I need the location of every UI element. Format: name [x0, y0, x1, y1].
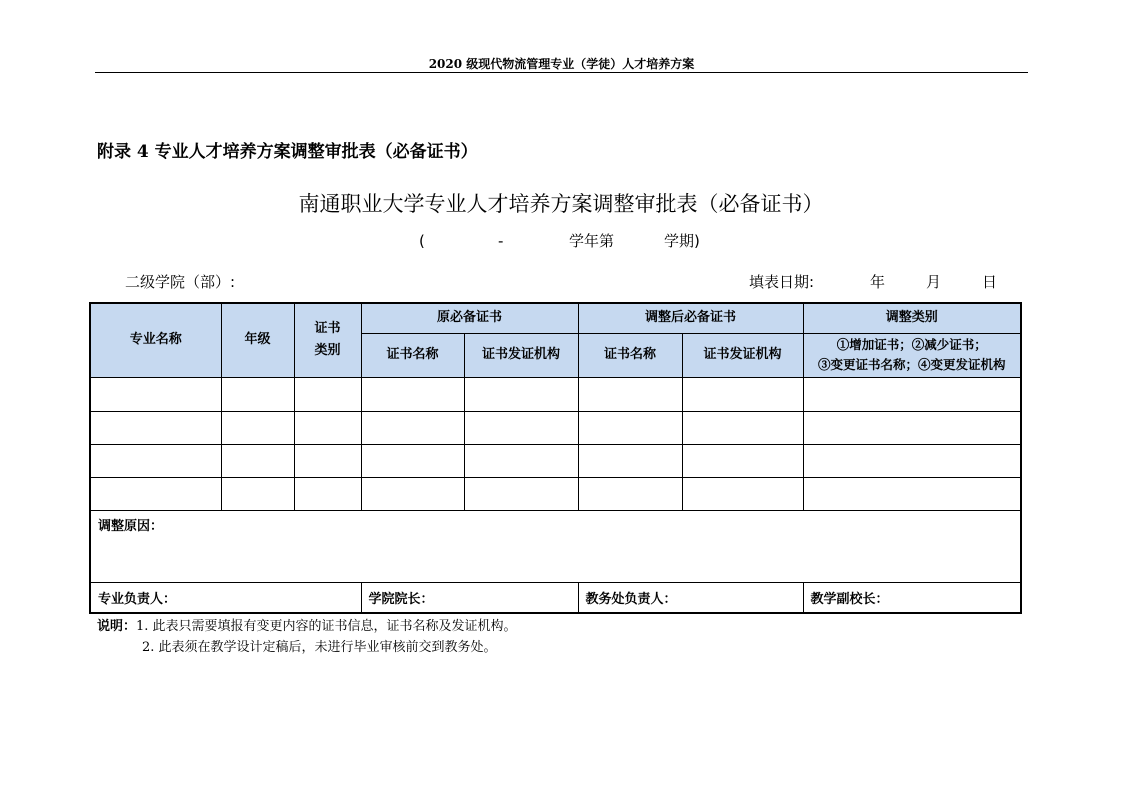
document-header-title: 2020 级现代物流管理专业（学徒）人才培养方案: [428, 57, 695, 71]
note-line-1: [97, 616, 517, 637]
table-cell[interactable]: [578, 477, 682, 510]
sign-academic-label: 教务处负责人：: [585, 591, 677, 607]
table-row: [90, 444, 1021, 477]
table-cell[interactable]: [221, 377, 294, 411]
adjust-reason-label: 调整原因：: [98, 518, 164, 534]
table-cell[interactable]: [464, 411, 578, 444]
table-cell[interactable]: [90, 377, 221, 411]
table-cell[interactable]: [221, 477, 294, 510]
date-day: 日: [982, 273, 998, 291]
sign-dean-label: 学院院长：: [368, 591, 434, 607]
sign-major-label: 专业负责人：: [98, 591, 177, 607]
table-row: [90, 377, 1021, 411]
table-cell[interactable]: [682, 377, 803, 411]
sign-vp-label: 教学副校长：: [810, 591, 889, 607]
term-year-label: 学年第: [569, 232, 615, 250]
table-cell[interactable]: [294, 477, 361, 510]
note-line-2: [97, 637, 517, 658]
table-cell[interactable]: [578, 411, 682, 444]
table-cell[interactable]: [578, 377, 682, 411]
table-cell[interactable]: [221, 411, 294, 444]
term-dash: -: [498, 232, 504, 250]
cert-type-label: 证书 类别: [314, 321, 341, 359]
table-cell[interactable]: [361, 444, 464, 477]
notes-label: 说明：: [97, 619, 137, 634]
note-text-2: 2. 此表须在教学设计定稿后，未进行毕业审核前交到教务处。: [142, 640, 497, 655]
table-cell[interactable]: [361, 411, 464, 444]
adjusted-cert-name-header: 证书名称: [578, 333, 682, 377]
date-year: 年: [870, 273, 886, 291]
table-cell[interactable]: [803, 477, 1021, 510]
original-cert-name-header: 证书名称: [361, 333, 464, 377]
group-original-header: 原必备证书: [361, 303, 578, 333]
sign-major-field[interactable]: [90, 582, 361, 613]
table-row: [90, 477, 1021, 510]
appendix-title: 附录 4 专业人才培养方案调整审批表（必备证书）: [97, 142, 478, 162]
header-divider: [95, 72, 1028, 73]
sign-dean-field[interactable]: [361, 582, 578, 613]
date-month: 月: [926, 273, 942, 291]
adjusted-cert-issuer-header: 证书发证机构: [682, 333, 803, 377]
sign-academic-field[interactable]: [578, 582, 803, 613]
table-cell[interactable]: [294, 411, 361, 444]
table-cell[interactable]: [803, 411, 1021, 444]
col-cert-type-header: [294, 303, 361, 377]
group-adjusted-header: 调整后必备证书: [578, 303, 803, 333]
notes: [97, 616, 517, 658]
col-grade-header: 年级: [221, 303, 294, 377]
col-major-header: 专业名称: [90, 303, 221, 377]
table-cell[interactable]: [682, 411, 803, 444]
sign-vp-field[interactable]: [803, 582, 1021, 613]
table-cell[interactable]: [464, 444, 578, 477]
term-open-paren: (: [419, 232, 425, 250]
adjust-type-line2: ③变更证书名称；④变更发证机构: [818, 357, 1006, 372]
adjust-type-options: [803, 333, 1021, 377]
table-row: [90, 411, 1021, 444]
table-cell[interactable]: [361, 477, 464, 510]
table-cell[interactable]: [803, 444, 1021, 477]
group-adjust-type-header: 调整类别: [803, 303, 1021, 333]
form-title: 南通职业大学专业人才培养方案调整审批表（必备证书）: [298, 192, 824, 216]
table-cell[interactable]: [682, 477, 803, 510]
table-cell[interactable]: [464, 477, 578, 510]
table-cell[interactable]: [294, 377, 361, 411]
table-cell[interactable]: [803, 377, 1021, 411]
original-cert-issuer-header: 证书发证机构: [464, 333, 578, 377]
term-term-label: 学期): [664, 232, 700, 250]
adjust-reason-field[interactable]: [90, 510, 1021, 582]
table-cell[interactable]: [90, 444, 221, 477]
fill-date-label: 填表日期:: [749, 273, 815, 291]
note-text-1: 1. 此表只需要填报有变更内容的证书信息，证书名称及发证机构。: [136, 619, 517, 634]
adjust-type-line1: ①增加证书；②减少证书；: [836, 337, 987, 352]
approval-table: [89, 302, 1022, 614]
college-label: 二级学院（部）:: [125, 273, 236, 291]
table-cell[interactable]: [221, 444, 294, 477]
table-cell[interactable]: [90, 477, 221, 510]
table-cell[interactable]: [464, 377, 578, 411]
table-cell[interactable]: [294, 444, 361, 477]
table-cell[interactable]: [578, 444, 682, 477]
table-cell[interactable]: [682, 444, 803, 477]
table-cell[interactable]: [361, 377, 464, 411]
table-cell[interactable]: [90, 411, 221, 444]
